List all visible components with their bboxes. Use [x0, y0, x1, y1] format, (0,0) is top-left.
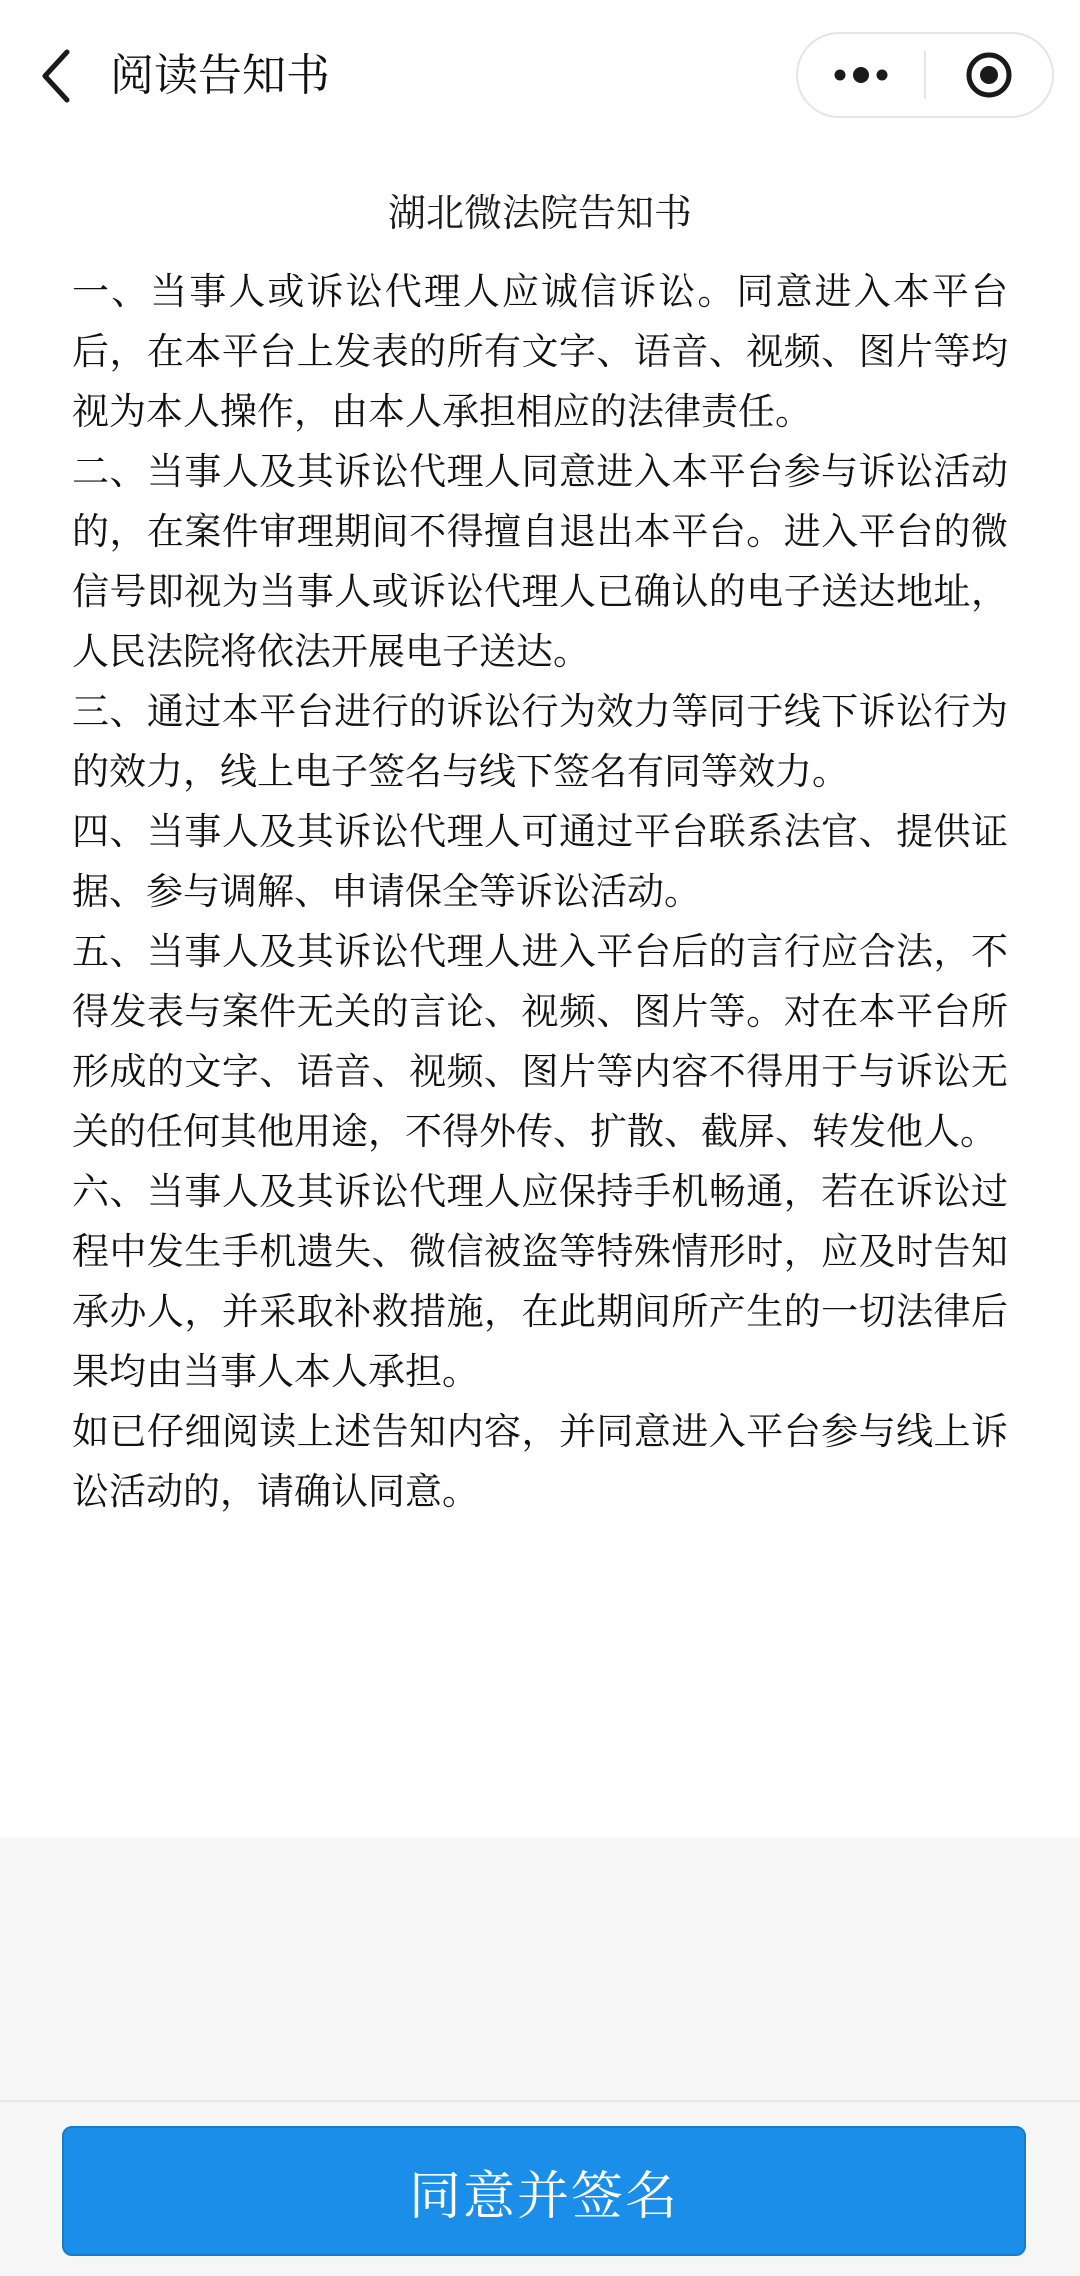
notice-paragraph-6: 六、当事人及其诉讼代理人应保持手机畅通，若在诉讼过程中发生手机遗失、微信被盗等特殊情形时，应及时告知承办人，并采取补救措施，在此期间所产生的一切法律后果均由当事人本人承担。 [72, 1170, 1008, 1393]
footer-bar [0, 2100, 1080, 2276]
notice-paragraph-1: 一、当事人或诉讼代理人应诚信诉讼。同意进入本平台后，在本平台上发表的所有文字、语音、视频、图片等均视为本人操作，由本人承担相应的法律责任。 [72, 270, 1008, 433]
more-button[interactable] [798, 34, 924, 116]
notice-paragraph-4: 四、当事人及其诉讼代理人可通过平台联系法官、提供证据、参与调解、申请保全等诉讼活动。 [72, 810, 1008, 913]
notice-paragraph-3: 三、通过本平台进行的诉讼行为效力等同于线下诉讼行为的效力，线上电子签名与线下签名有同等效力。 [72, 690, 1008, 793]
target-circle-icon [964, 50, 1014, 100]
navigation-bar [0, 0, 1080, 150]
page-title: 阅读告知书 [110, 50, 330, 101]
notice-paragraph-2: 二、当事人及其诉讼代理人同意进入本平台参与诉讼活动的，在案件审理期间不得擅自退出本平台。进入平台的微信号即视为当事人或诉讼代理人已确认的电子送达地址，人民法院将依法开展电子送达。 [72, 450, 1008, 673]
notice-paragraph-5: 五、当事人及其诉讼代理人进入平台后的言行应合法，不得发表与案件无关的言论、视频、图片等。对在本平台所形成的文字、语音、视频、图片等内容不得用于与诉讼无关的任何其他用途，不得外传、扩散、截屏、转发他人。 [72, 930, 1008, 1153]
notice-content [72, 178, 1008, 1522]
notice-confirmation-text: 如已仔细阅读上述告知内容，并同意进入平台参与线上诉讼活动的，请确认同意。 [72, 1410, 1008, 1513]
close-mini-program-button[interactable] [926, 34, 1052, 116]
blank-area [0, 1838, 1080, 2100]
more-dots-icon [831, 65, 891, 85]
mini-program-capsule [796, 32, 1054, 118]
notice-title: 湖北微法院告知书 [387, 191, 692, 235]
agree-and-sign-button[interactable]: 同意并签名 [62, 2126, 1026, 2256]
chevron-left-icon [39, 48, 73, 104]
back-button[interactable] [28, 42, 84, 110]
